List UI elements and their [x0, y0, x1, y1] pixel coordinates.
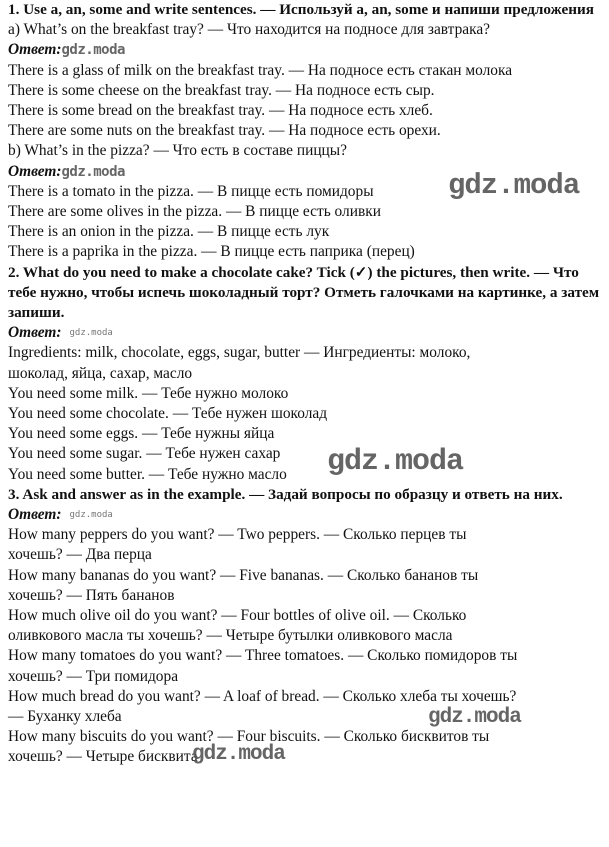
- task1-b-line: There is a tomato in the pizza. — В пицце есть помидоры: [8, 182, 374, 200]
- answer-label: Ответ:: [8, 506, 62, 524]
- watermark-tiny: gdz.moda: [69, 510, 113, 521]
- task2-line: You need some sugar. — Тебе нужен сахар: [8, 445, 281, 463]
- task1-a-line: There are some nuts on the breakfast tray. — На подносе есть орехи.: [8, 122, 441, 140]
- task3-line: хочешь? — Четыре бисквита: [8, 748, 198, 766]
- task2-answer-row: [8, 323, 604, 343]
- task2-line: You need some butter. — Тебе нужно масло: [8, 465, 287, 483]
- task3-answer-row: [8, 505, 604, 525]
- task1-b-line: There is a paprika in the pizza. — В пицце есть паприка (перец): [8, 243, 415, 261]
- task2-line: You need some eggs. — Тебе нужны яйца: [8, 425, 275, 443]
- task2-title: 2. What do you need to make a chocolate cake? Tick (✓) the pictures, then write. — Что тебе нужно, чтобы испечь шоколадный торт? Отметь галочками на картинке, а затем запиши.: [8, 263, 600, 322]
- task3-line: — Буханку хлеба: [8, 708, 122, 726]
- watermark-small: gdz.moda: [61, 163, 125, 180]
- answer-label: Ответ:: [8, 162, 62, 180]
- watermark-small: gdz.moda: [61, 42, 125, 59]
- task1-title: 1. Use a, an, some and write sentences. — Используй a, an, some и напиши предложения: [8, 1, 594, 18]
- watermark-large: gdz.moda: [428, 706, 521, 729]
- watermark-tiny: gdz.moda: [69, 328, 113, 339]
- task3-line: хочешь? — Три помидора: [8, 667, 179, 685]
- task3-line: How many biscuits do you want? — Four biscuits. — Сколько бисквитов ты: [8, 728, 490, 746]
- document-page: [8, 0, 604, 768]
- answer-label: Ответ:: [8, 324, 62, 342]
- task1-part-b-question: b) What’s in the pizza? — Что есть в составе пиццы?: [8, 142, 347, 160]
- task1-a-line: There is some bread on the breakfast tray. — На подносе есть хлеб.: [8, 102, 433, 119]
- watermark-large: gdz.moda: [192, 743, 285, 766]
- watermark-large: gdz.moda: [448, 169, 580, 202]
- task2-line: You need some milk. — Тебе нужно молоко: [8, 384, 289, 402]
- task1-b-line: There are some olives in the pizza. — В пицце есть оливки: [8, 203, 381, 220]
- watermark-large: gdz.moda: [327, 445, 464, 479]
- task2-line: шоколад, яйца, сахар, масло: [8, 364, 193, 382]
- task1-a-line: There is a glass of milk on the breakfast tray. — На подносе есть стакан молока: [8, 61, 513, 79]
- task2-line: Ingredients: milk, chocolate, eggs, sugar, butter — Ингредиенты: молоко,: [8, 344, 471, 362]
- task3-line: How many peppers do you want? — Two peppers. — Сколько перцев ты: [8, 526, 467, 544]
- task3-line: оливкового масла ты хочешь? — Четыре бутылки оливкового масла: [8, 627, 453, 645]
- task3-line: хочешь? — Пять бананов: [8, 586, 175, 604]
- answer-label: Ответ:: [8, 41, 62, 59]
- task1-a-line: There is some cheese on the breakfast tray. — На подносе есть сыр.: [8, 81, 435, 99]
- task1-b-line: There is an onion in the pizza. — В пицце есть лук: [8, 223, 330, 241]
- task3-title: 3. Ask and answer as in the example. — Задай вопросы по образцу и ответь на них.: [8, 485, 563, 503]
- task2-line: You need some chocolate. — Тебе нужен шоколад: [8, 405, 328, 423]
- task3-line: How much bread do you want? — A loaf of bread. — Сколько хлеба ты хочешь?: [8, 687, 517, 705]
- task3-line: хочешь? — Два перца: [8, 546, 152, 564]
- task3-line: How many tomatoes do you want? — Three tomatoes. — Сколько помидоров ты: [8, 647, 518, 665]
- task1-answer-row-a: [8, 40, 604, 60]
- task3-line: How many bananas do you want? — Five bananas. — Сколько бананов ты: [8, 566, 479, 584]
- task1-part-a-question: a) What’s on the breakfast tray? — Что находится на подносе для завтрака?: [8, 21, 491, 39]
- task3-line: How much olive oil do you want? — Four bottles of olive oil. — Сколько: [8, 607, 467, 625]
